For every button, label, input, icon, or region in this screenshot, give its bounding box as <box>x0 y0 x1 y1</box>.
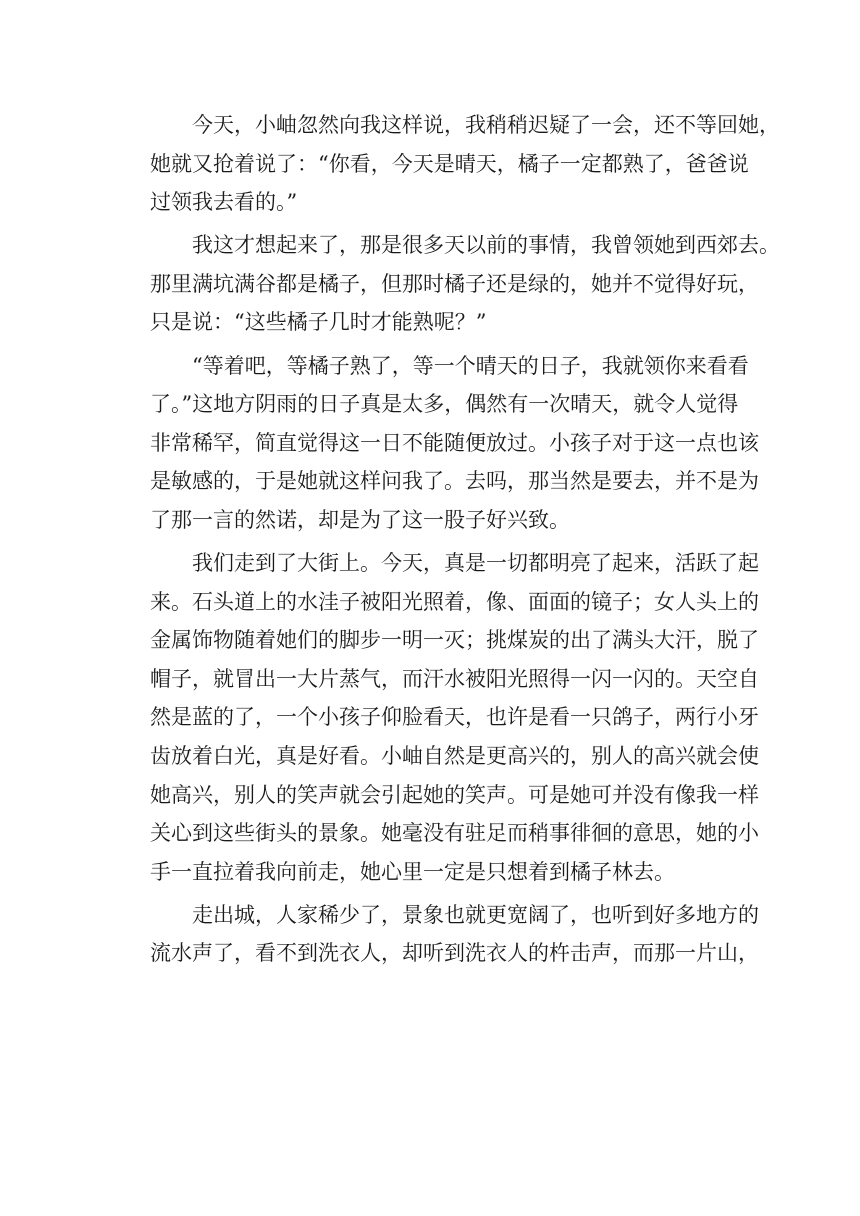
text-line: 流水声了，看不到洗衣人，却听到洗衣人的杵击声，而那一片山， <box>150 941 759 966</box>
paragraph <box>150 347 759 540</box>
text-line: 她高兴，别人的笑声就会引起她的笑声。可是她可并没有像我一样 <box>150 782 759 807</box>
text-line: 是敏感的，于是她就这样问我了。去吗，那当然是要去，并不是为 <box>150 469 759 494</box>
text-line: 关心到这些街头的景象。她毫没有驻足而稍事徘徊的意思，她的小 <box>150 821 759 846</box>
paragraph <box>150 226 780 342</box>
text-line: 走出城，人家稀少了，景象也就更宽阔了，也听到好多地方的 <box>192 902 759 927</box>
text-line: 她就又抢着说了：“你看，今天是晴天，橘子一定都熟了，爸爸说 <box>150 151 749 176</box>
text-line: 帽子，就冒出一大片蒸气，而汗水被阳光照得一闪一闪的。天空自 <box>150 666 759 691</box>
paragraph <box>150 544 759 891</box>
text-line: 过领我去看的。” <box>150 190 298 215</box>
paragraph <box>150 896 759 973</box>
text-line: 手一直拉着我向前走，她心里一定是只想着到橘子林去。 <box>150 859 675 884</box>
text-line: 了那一言的然诺，却是为了这一股子好兴致。 <box>150 507 570 532</box>
text-line: 我这才想起来了，那是很多天以前的事情，我曾领她到西郊去。 <box>192 233 780 258</box>
text-line: 只是说：“这些橘子几时才能熟呢？” <box>150 310 487 335</box>
text-line: 我们走到了大街上。今天，真是一切都明亮了起来，活跃了起 <box>192 551 759 576</box>
text-line: 来。石头道上的水洼子被阳光照着，像、面面的镜子；女人头上的 <box>150 589 759 614</box>
text-line: 今天，小岫忽然向我这样说，我稍稍迟疑了一会，还不等回她， <box>192 113 780 137</box>
text-line: “等着吧，等橘子熟了，等一个晴天的日子，我就领你来看看 <box>192 353 749 378</box>
text-line: 了。”这地方阴雨的日子真是太多，偶然有一次晴天，就令人觉得 <box>150 392 739 417</box>
text-line: 那里满坑满谷都是橘子，但那时橘子还是绿的，她并不觉得好玩， <box>150 271 759 296</box>
text-line: 然是蓝的了，一个小孩子仰脸看天，也许是看一只鸽子，两行小牙 <box>150 705 759 730</box>
text-line: 金属饰物随着她们的脚步一明一灭；挑煤炭的出了满头大汗，脱了 <box>150 628 759 653</box>
body-text <box>150 106 780 973</box>
text-line: 非常稀罕，简直觉得这一日不能随便放过。小孩子对于这一点也该 <box>150 430 759 455</box>
paragraph <box>150 106 780 222</box>
text-line: 齿放着白光，真是好看。小岫自然是更高兴的，别人的高兴就会使 <box>150 744 759 768</box>
